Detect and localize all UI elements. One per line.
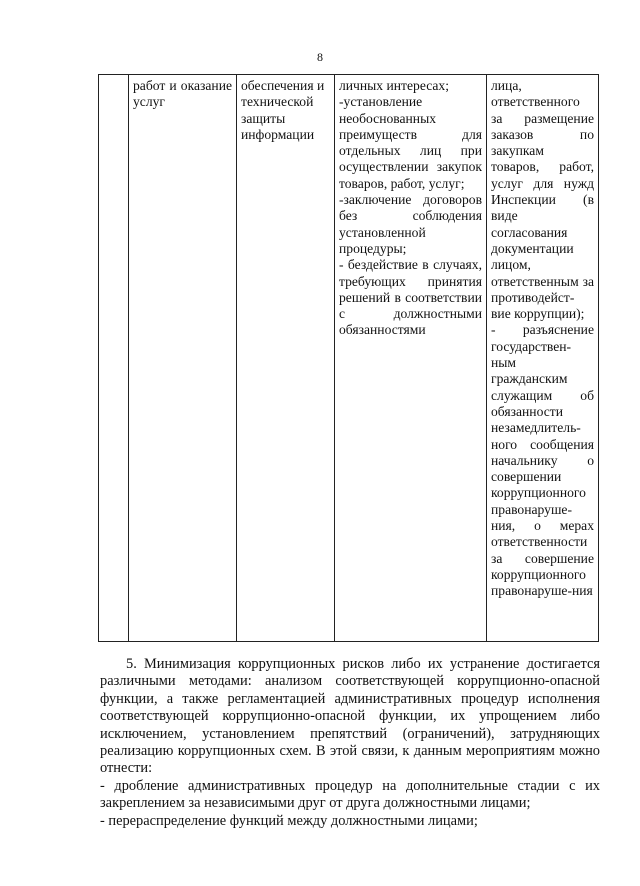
table-cell-risks [335,75,487,642]
table-row [99,75,599,642]
cell-text: лица, ответственного за размещение заказов по закупкам товаров, работ, услуг для нужд Инспекции (в виде согласования документации лицом, ответственным за противодейст-вие коррупции); - разъяснение государствен-ным гражданским служащим об обязанности незамедлитель-ного сообщения начальнику о совершении коррупционного правонаруше-ния, о мерах ответственности за совершение коррупционного правонаруше-ния [491,78,594,599]
page-number: 8 [317,50,323,64]
cell-text: личных интересах; -установление необоснованных преимуществ для отдельных лиц при осуществлении закупок товаров, работ, услуг; -заключение договоров без соблюдения установленной процедуры; - бездействие в случаях, требующих принятия решений в соответствии с должностными обязанностями [339,78,482,338]
list-item: - дробление административных процедур на дополнительные стадии с их закреплением за независимыми друг от друга должностными лицами; [100,777,600,812]
table-cell-type [129,75,237,642]
list-item: - перераспределение функций между должностными лицами; [100,812,478,829]
table-cell-index [99,75,129,642]
table-cell-measures [487,75,599,642]
cell-text: обеспечения и технической защиты информации [241,78,325,142]
cell-text: работ и оказание услуг [133,78,232,110]
body-text [100,656,600,830]
risk-table [98,74,599,642]
table-cell-function [237,75,335,642]
paragraph-5: 5. Минимизация коррупционных рисков либо их устранение достигается различными методами: анализом соответствующей коррупционно-опасной функции, а также регламентацией административных процедур исполнения соответствующей коррупционно-опасной функции, их упрощением либо исключением, установлением препятствий (ограничений), затрудняющих реализацию коррупционных схем. В этой связи, к данным мероприятиям можно отнести: [100,656,600,777]
